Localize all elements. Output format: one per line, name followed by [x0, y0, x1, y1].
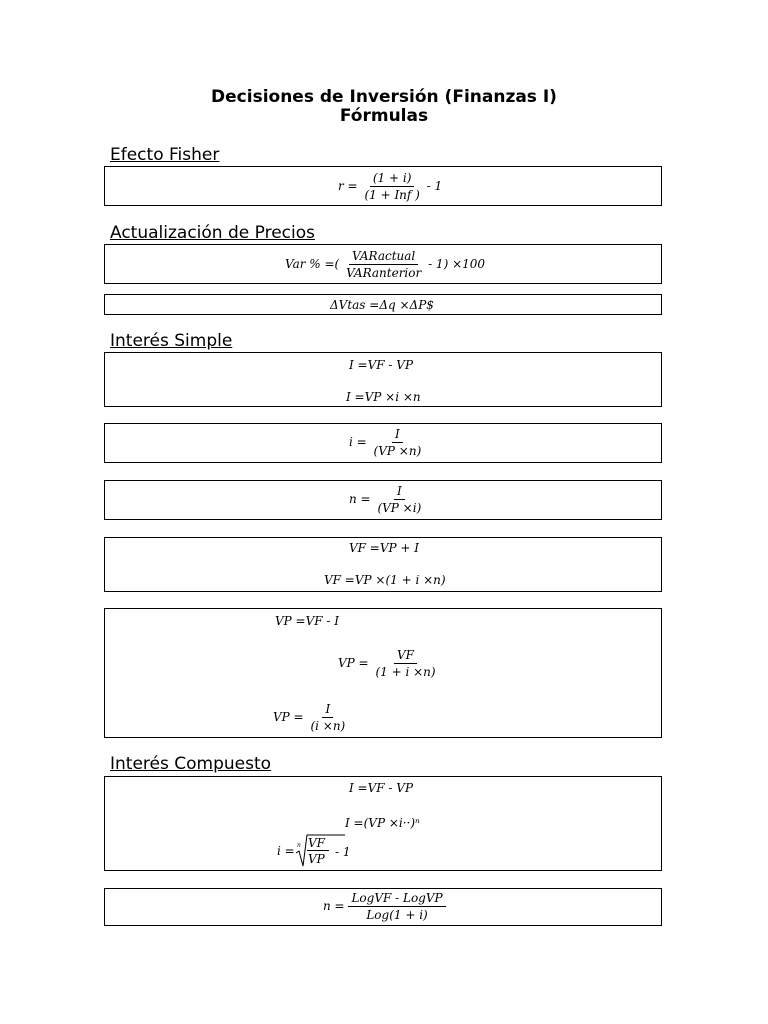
fraction [361, 172, 422, 201]
formula-box-simple-tasa [104, 423, 662, 463]
section-heading-compuesto: Interés Compuesto [110, 754, 272, 774]
formula-box-simple-periodos [104, 480, 662, 520]
formula-lhs: Var % =( [285, 257, 340, 271]
fraction [348, 892, 445, 921]
formula-vp-diferencia: VP =VF - I [275, 614, 340, 628]
section-heading-simple: Interés Simple [110, 331, 233, 351]
formula-lhs: VP = [338, 656, 369, 670]
fraction [372, 649, 438, 678]
formula-vtas: ΔVtas =Δq ×ΔP$ [330, 298, 434, 312]
denominator: (i ×n) [310, 719, 346, 733]
denominator: (1 + i ×n) [375, 665, 436, 679]
section-heading-actualizacion: Actualización de Precios [110, 223, 315, 243]
root-numerator: VF [308, 836, 325, 850]
fraction [307, 703, 348, 732]
formula-box-compuesto [104, 776, 662, 871]
section-heading-fisher: Efecto Fisher [110, 145, 220, 165]
formula-lhs: n = [349, 492, 371, 506]
formula-box-simple-vf [104, 537, 662, 592]
formula-vp-interes [273, 703, 348, 732]
formula-lhs: n = [323, 899, 345, 913]
denominator: (VP ×n) [373, 444, 422, 458]
formula-lhs: i = [277, 844, 295, 858]
formula-tail: - 1 [335, 845, 351, 859]
formula-interes-compuesto-potencia: I =(VP ×i··)ⁿ [345, 816, 420, 830]
root-denominator: VP [308, 852, 325, 866]
document-title: Decisiones de Inversión (Finanzas I) [211, 87, 557, 107]
denominator: VARanterior [346, 266, 422, 280]
formula-vp-cociente [338, 649, 439, 678]
formula-box-fisher [104, 166, 662, 206]
formula-interes-producto: I =VP ×i ×n [346, 390, 421, 404]
numerator: VARactual [349, 250, 418, 265]
formula-tasa [349, 428, 424, 457]
formula-tail: - 1 [426, 179, 443, 193]
denominator: (1 + Inf ) [364, 188, 420, 202]
numerator: I [394, 485, 405, 500]
formula-periodos-compuesto [323, 892, 446, 921]
formula-interes-compuesto-diferencia: I =VF - VP [349, 781, 414, 795]
numerator: VF [394, 649, 417, 664]
formula-lhs: i = [349, 435, 367, 449]
root-index: n [297, 842, 301, 849]
formula-interes-diferencia: I =VF - VP [349, 358, 414, 372]
formula-periodos [349, 485, 424, 514]
root-fraction-bar [307, 850, 329, 851]
formula-tail: - 1) ×100 [428, 257, 486, 271]
formula-box-simple-vp [104, 608, 662, 738]
formula-box-variacion [104, 244, 662, 284]
formula-box-vtas [104, 294, 662, 315]
formula-fisher [338, 172, 442, 201]
fraction [374, 485, 424, 514]
fraction [343, 250, 424, 279]
denominator: Log(1 + i) [366, 908, 428, 922]
numerator: (1 + i) [370, 172, 415, 187]
numerator: I [392, 428, 403, 443]
numerator: LogVF - LogVP [348, 892, 445, 907]
formula-vf-producto: VF =VP ×(1 + i ×n) [324, 573, 446, 587]
formula-variacion [285, 250, 485, 279]
numerator: I [322, 703, 333, 718]
formula-lhs: VP = [273, 710, 304, 724]
document-subtitle: Fórmulas [339, 106, 429, 126]
formula-box-compuesto-periodos [104, 888, 662, 926]
formula-tasa-compuesta [277, 833, 377, 867]
formula-vf-suma: VF =VP + I [349, 541, 420, 555]
formula-box-simple-interes [104, 352, 662, 407]
formula-lhs: r = [338, 179, 358, 193]
denominator: (VP ×i) [377, 501, 422, 515]
fraction [371, 428, 425, 457]
